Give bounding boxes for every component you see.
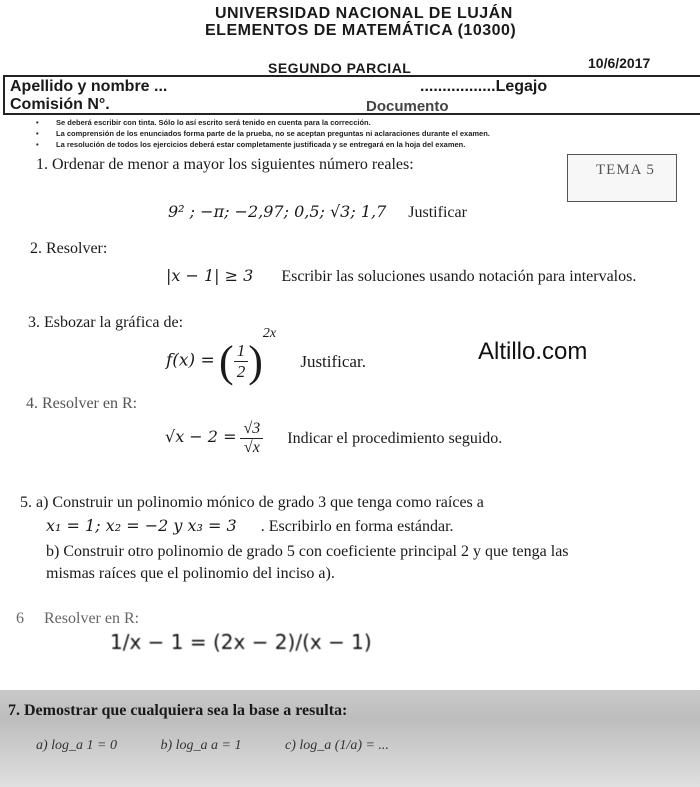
- question-3: [28, 314, 183, 332]
- documento-label: Documento: [366, 98, 449, 115]
- question-number: 5.: [20, 494, 32, 511]
- university-title: UNIVERSIDAD NACIONAL DE LUJÁN: [215, 5, 513, 22]
- q3-fx: f(x) =: [166, 350, 215, 371]
- q5-b-line2: mismas raíces que el polinomio del inciso a).: [46, 565, 335, 582]
- q1-justify: Justificar: [408, 204, 467, 221]
- q2-instr: Escribir las soluciones usando notación para intervalos.: [281, 268, 637, 285]
- q3-justify: Justificar.: [300, 351, 366, 371]
- name-fill: ...: [154, 78, 168, 95]
- question-number: 6: [16, 610, 24, 627]
- instruction-line: • La comprensión de los enunciados forma parte de la prueba, no se aceptan preguntas ni aclaraciones durante el examen.: [36, 129, 490, 138]
- q5-b-line1: b) Construir otro polinomio de grado 5 con coeficiente principal 2 y que tenga las: [46, 543, 569, 560]
- q5-a-tail: . Escribirlo en forma estándar.: [260, 518, 454, 535]
- q3-function: [166, 326, 366, 387]
- q7-a: a) log_a 1 = 0: [36, 738, 117, 753]
- question-text: Demostrar que cualquiera sea la base a resulta:: [24, 702, 348, 719]
- question-2: [30, 240, 107, 258]
- left-paren: (: [219, 337, 234, 386]
- q2-expr: |x − 1| ≥ 3: [166, 266, 254, 285]
- instruction-line: • Se deberá escribir con tinta. Sólo lo así escrito será tenido en cuenta para la corrección.: [36, 118, 371, 127]
- tema-label: TEMA 5: [596, 162, 655, 178]
- legajo-label: .................Legajo: [420, 78, 548, 95]
- q2-inequality: [166, 266, 636, 286]
- q5-roots: x₁ = 1; x₂ = −2 y x₃ = 3: [46, 516, 237, 535]
- question-text: Resolver en R:: [44, 610, 140, 627]
- question-6: [16, 610, 139, 628]
- q5-a-text: a) Construir un polinomio mónico de grado 3 que tenga como raíces a: [36, 494, 484, 511]
- q1-list: 9² ; −π; −2,97; 0,5; √3; 1,7: [168, 202, 387, 221]
- question-5a: [20, 494, 484, 512]
- q6-handwritten-equation: 1/x − 1 = (2x − 2)/(x − 1): [110, 630, 372, 654]
- q4-instr: Indicar el procedimiento seguido.: [287, 429, 503, 447]
- exam-date: 10/6/2017: [588, 55, 651, 71]
- q1-number-list: [168, 202, 467, 222]
- instruction-line: • La resolución de todos los ejercicios deberá estar completamente justificada y se entregará en la hoja del examen.: [36, 140, 466, 149]
- question-number: 1.: [36, 156, 48, 173]
- watermark: Altillo.com: [478, 338, 588, 365]
- name-label: Apellido y nombre ...: [10, 78, 168, 95]
- q5-roots-line: [46, 516, 454, 536]
- question-number: 4.: [26, 395, 38, 412]
- q7-b: b) log_a a = 1: [160, 738, 242, 753]
- question-number: 7.: [8, 702, 20, 719]
- q4-equation: [165, 420, 502, 457]
- question-text: Resolver:: [46, 240, 108, 257]
- question-number: 3.: [28, 314, 40, 331]
- question-text: Esbozar la gráfica de:: [44, 314, 184, 331]
- question-text: Resolver en R:: [42, 395, 138, 412]
- right-paren: ): [248, 337, 263, 386]
- comision-label: Comisión N°.: [10, 96, 110, 113]
- question-7: [8, 702, 347, 720]
- q7-c: c) log_a (1/a) = ...: [285, 738, 389, 753]
- exam-title: SEGUNDO PARCIAL: [268, 60, 412, 76]
- q4-fraction: $\frac{√3}{√x}$: [240, 420, 263, 457]
- q7-items: [36, 738, 389, 754]
- question-4: [26, 395, 137, 413]
- course-title: ELEMENTOS DE MATEMÁTICA (10300): [205, 22, 517, 39]
- q3-exponent: 2x: [262, 326, 277, 342]
- question-1: [36, 156, 414, 174]
- question-number: 2.: [30, 240, 42, 257]
- q4-lhs: √x − 2 =: [165, 427, 237, 447]
- q3-fraction: $\frac{1}{2}$: [234, 341, 249, 382]
- question-text: Ordenar de menor a mayor los siguientes número reales:: [52, 156, 414, 173]
